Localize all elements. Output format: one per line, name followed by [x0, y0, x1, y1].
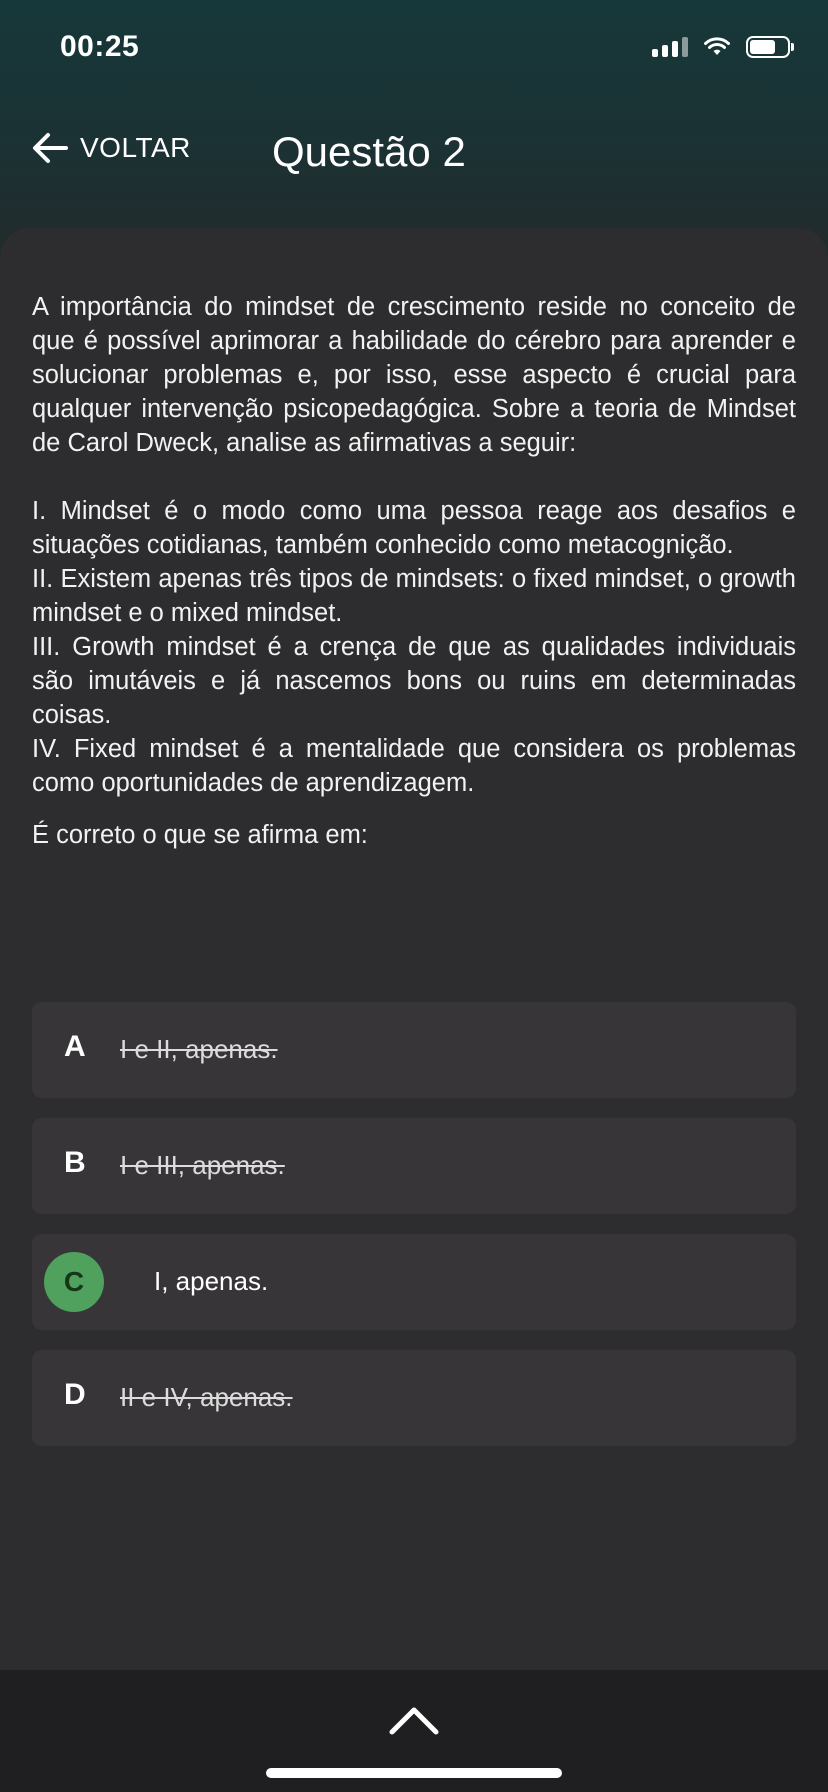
- bottom-bar: [0, 1670, 828, 1792]
- option-text: I, apenas.: [154, 1266, 269, 1296]
- statement-3: III. Growth mindset é a crença de que as qualidades individuais são imutáveis e já nascemos bons ou ruins em determinadas coisas.: [32, 633, 796, 729]
- option-letter: D: [64, 1378, 86, 1411]
- question-intro: A importância do mindset de crescimento reside no conceito de que é possível aprimorar a habilidade do cérebro para aprender e solucionar problemas e, por isso, esse aspecto é crucial para qualquer intervenção psicopedagógica. Sobre a teoria de Mindset de Carol Dweck, analise as afirmativas a seguir:: [32, 293, 796, 457]
- option-text: II e IV, apenas.: [120, 1382, 293, 1412]
- arrow-left-icon: [30, 130, 70, 166]
- option-text: I e II, apenas.: [120, 1034, 278, 1064]
- option-d[interactable]: [32, 1350, 796, 1446]
- statement-1: I. Mindset é o modo como uma pessoa reage aos desafios e situações cotidianas, também conhecido como metacognição.: [32, 497, 796, 559]
- home-indicator: [266, 1768, 562, 1778]
- wifi-icon: [704, 37, 730, 57]
- option-a[interactable]: [32, 1002, 796, 1098]
- question-text: [32, 290, 796, 852]
- option-b[interactable]: [32, 1118, 796, 1214]
- cellular-signal-icon: [652, 37, 688, 57]
- status-bar: [0, 0, 828, 100]
- back-label: VOLTAR: [80, 132, 191, 163]
- chevron-up-icon[interactable]: [386, 1700, 442, 1740]
- status-time: 00:25: [60, 30, 140, 63]
- option-letter: B: [64, 1146, 86, 1179]
- statement-2: II. Existem apenas três tipos de mindsets: o fixed mindset, o growth mindset e o mixed mindset.: [32, 565, 796, 627]
- selected-letter-badge: C: [44, 1252, 104, 1312]
- option-letter: A: [64, 1030, 86, 1063]
- statement-4: IV. Fixed mindset é a mentalidade que considera os problemas como oportunidades de aprendizagem.: [32, 735, 796, 797]
- back-button[interactable]: [30, 130, 191, 166]
- page-title: Questão 2: [272, 128, 466, 175]
- option-c[interactable]: [32, 1234, 796, 1330]
- question-prompt: É correto o que se afirma em:: [32, 821, 368, 849]
- option-text: I e III, apenas.: [120, 1150, 285, 1180]
- battery-icon: [746, 36, 790, 58]
- nav-bar: [0, 110, 828, 200]
- status-icons: [652, 36, 790, 58]
